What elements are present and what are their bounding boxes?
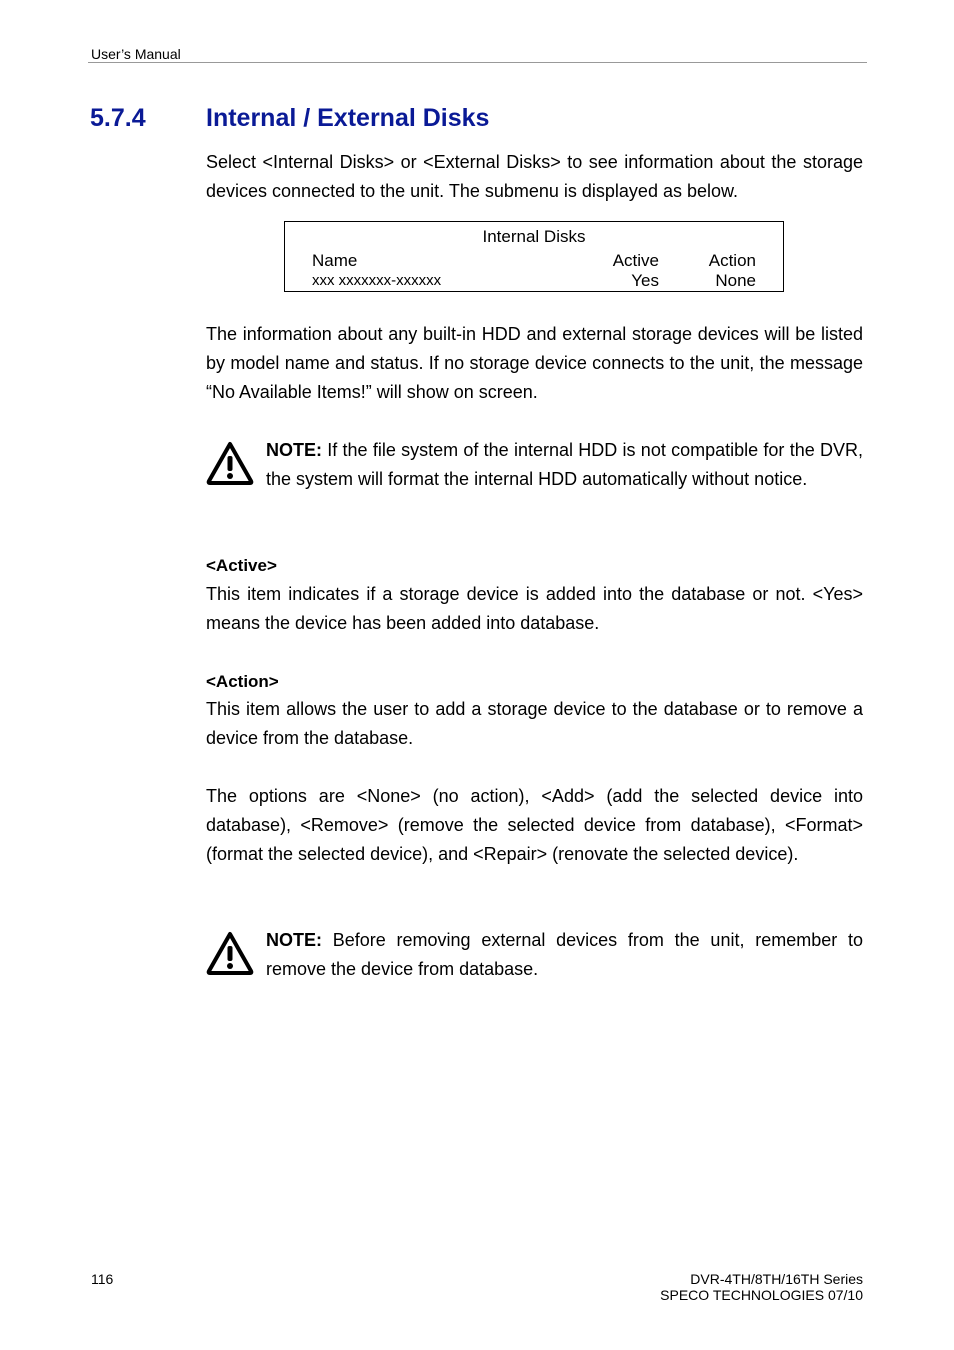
disk-row-action: None — [715, 271, 756, 290]
note-text: Before removing external devices from the unit, remember to remove the device from database. — [266, 930, 863, 979]
active-heading: <Active> — [206, 556, 277, 575]
footer-company: SPECO TECHNOLOGIES 07/10 — [660, 1287, 863, 1303]
note-remove-device — [266, 926, 863, 983]
submenu-title: Internal Disks — [482, 227, 586, 246]
action-description: This item allows the user to add a storage device to the database or to remove a device from the database. — [206, 699, 863, 748]
column-header-action: Action — [708, 251, 756, 270]
info-paragraph: The information about any built-in HDD and external storage devices will be listed by model name and status. If no storage device connects to the unit, the message “No Available Items!” will show on screen. — [206, 324, 863, 402]
intro-paragraph: Select <Internal Disks> or <External Disks> to see information about the storage devices connected to the unit. The submenu is displayed as below. — [206, 152, 863, 201]
internal-disks-submenu — [284, 221, 784, 292]
disk-row-active: Yes — [631, 271, 659, 290]
warning-triangle-icon — [206, 441, 254, 485]
running-header: User’s Manual — [91, 46, 181, 62]
note-format-hdd — [266, 436, 863, 493]
active-description: This item indicates if a storage device is added into the database or not. <Yes> means the device has been added into database. — [206, 584, 863, 633]
options-paragraph: The options are <None> (no action), <Add> (add the selected device into database), <Remove> (remove the selected device from database), <Format> (format the selected device), and <Repair> (renovate the selected device). — [206, 786, 863, 864]
section-title: Internal / External Disks — [206, 104, 490, 132]
column-header-name: Name — [312, 251, 358, 270]
column-header-active: Active — [612, 251, 659, 270]
section-number: 5.7.4 — [90, 104, 146, 132]
header-divider — [88, 62, 867, 63]
disk-row-name: xxx xxxxxxx-xxxxxx — [312, 272, 442, 289]
action-heading: <Action> — [206, 672, 279, 691]
warning-triangle-icon — [206, 931, 254, 975]
note-label: NOTE: — [266, 930, 322, 950]
note-text: If the file system of the internal HDD is not compatible for the DVR, the system will format the internal HDD automatically without notice. — [266, 440, 863, 489]
note-label: NOTE: — [266, 440, 322, 460]
page-number: 116 — [91, 1271, 114, 1287]
footer-series: DVR-4TH/8TH/16TH Series — [690, 1271, 863, 1287]
